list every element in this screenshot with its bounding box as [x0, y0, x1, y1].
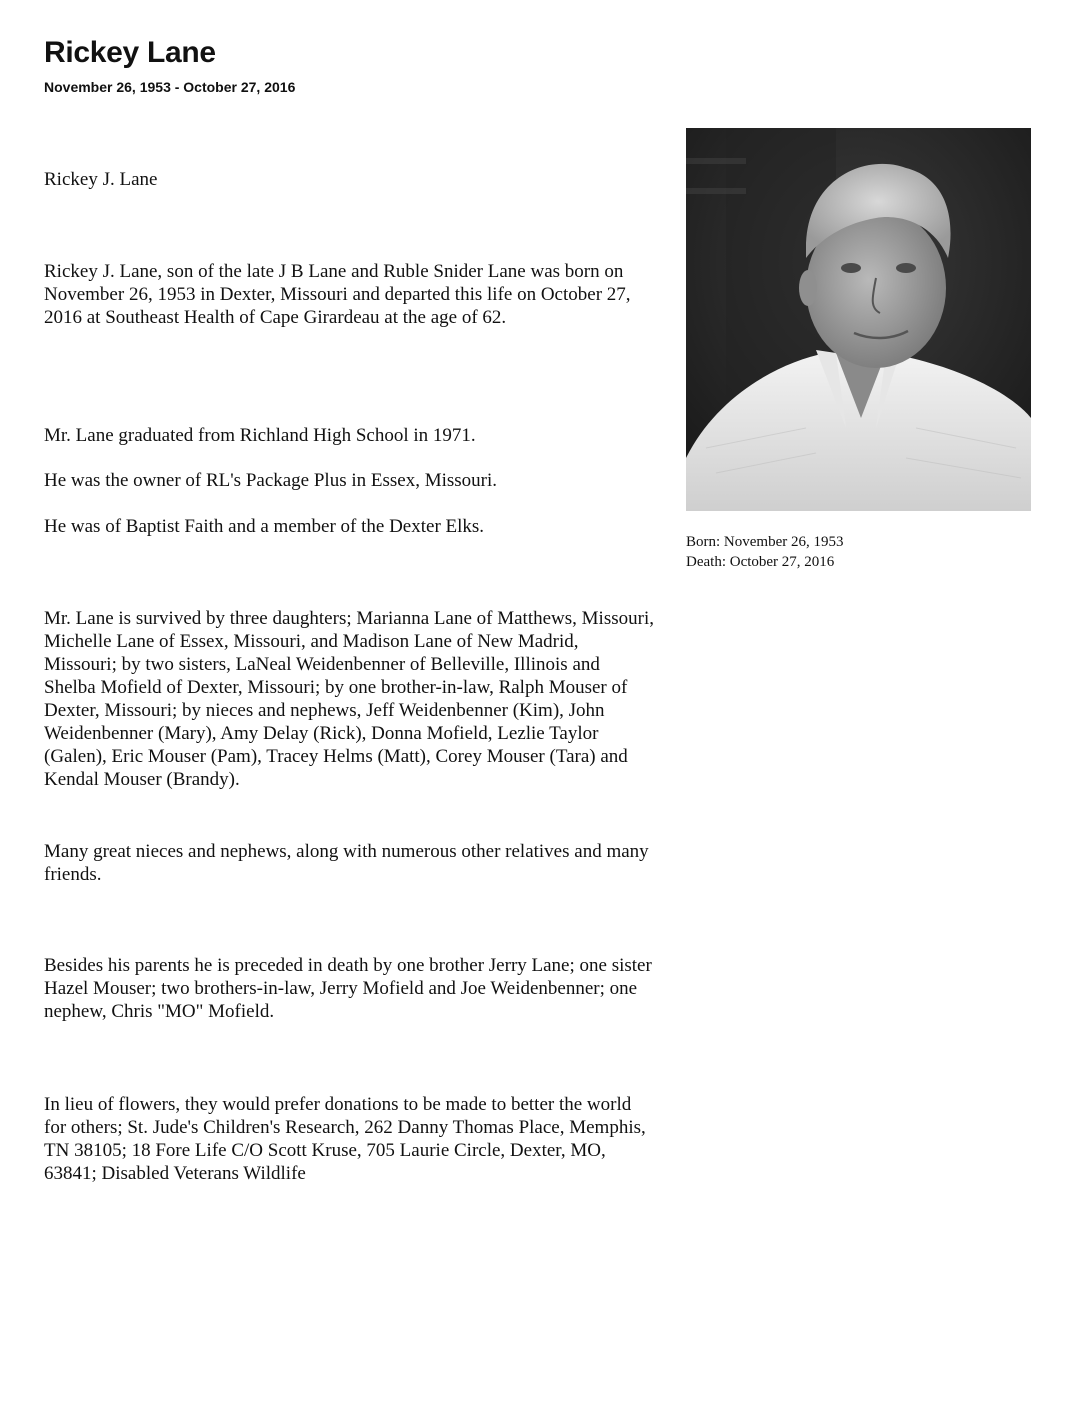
obituary-paragraph-6: Mr. Lane is survived by three daughters; Marianna Lane of Matthews, Missouri, Michelle Lane of Essex, Missouri, and Madison Lane of New Madrid, Missouri; by two sisters, LaNeal Weidenbenner of Belleville, Illinois and Shelba Mofield of Dexter, Missouri; by one brother-in-law, Ralph Mouser of Dexter, Missouri; by nieces and nephews, Jeff Weidenbenner (Kim), John Weidenbenner (Mary), Amy Delay (Rick), Donna Mofield, Lezlie Taylor (Galen), Eric Mouser (Pam), Tracey Helms (Matt), Corey Mouser (Tara) and Kendal Mouser (Brandy). [44, 608, 654, 790]
caption-born: Born: November 26, 1953 [686, 534, 844, 550]
obituary-paragraph-7: Many great nieces and nephews, along with numerous other relatives and many friends. [44, 841, 649, 885]
caption-death: Death: October 27, 2016 [686, 554, 835, 570]
obituary-paragraph-1: Rickey J. Lane [44, 169, 158, 190]
obituary-paragraph-5: He was of Baptist Faith and a member of the Dexter Elks. [44, 516, 485, 537]
obituary-paragraph-9: In lieu of flowers, they would prefer donations to be made to better the world for others; St. Jude's Children's Research, 262 Danny Thomas Place, Memphis, TN 38105; 18 Fore Life C/O Scott Kruse, 705 Laurie Circle, Dexter, MO, 63841; Disabled Veterans Wildlife [44, 1094, 646, 1184]
obituary-paragraph-8: Besides his parents he is preceded in death by one brother Jerry Lane; one sister Hazel Mouser; two brothers-in-law, Jerry Mofield and Joe Weidenbenner; one nephew, Chris "MO" Mofield. [44, 955, 652, 1022]
obituary-paragraph-4: He was the owner of RL's Package Plus in Essex, Missouri. [44, 470, 498, 491]
obituary-paragraph-3: Mr. Lane graduated from Richland High School in 1971. [44, 425, 476, 446]
portrait-photo [686, 128, 1031, 511]
page-title: Rickey Lane [44, 36, 216, 69]
life-dates: November 26, 1953 - October 27, 2016 [44, 79, 296, 95]
obituary-paragraph-2: Rickey J. Lane, son of the late J B Lane and Ruble Snider Lane was born on November 26, 1953 in Dexter, Missouri and departed this life on October 27, 2016 at Southeast Health of Cape Girardeau at the age of 62. [44, 261, 631, 328]
photo-caption [686, 532, 843, 572]
